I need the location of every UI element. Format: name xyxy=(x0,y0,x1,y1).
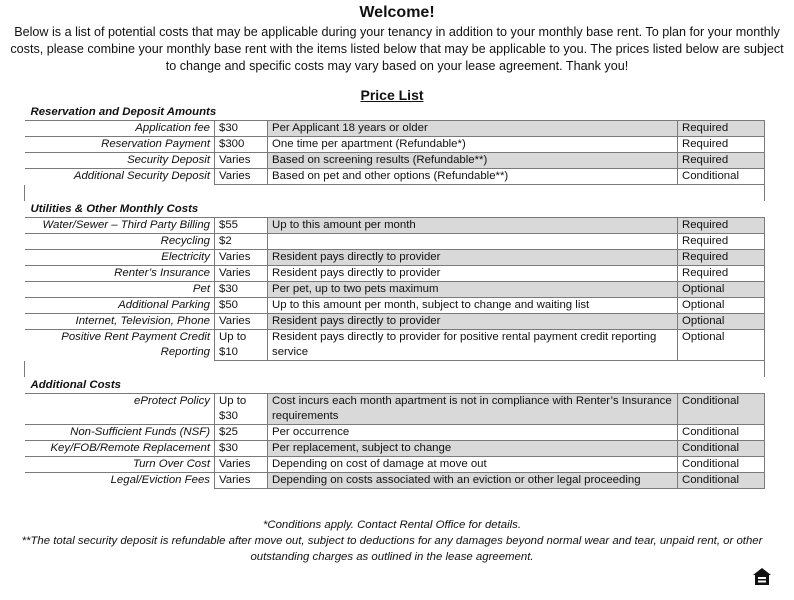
section-header xyxy=(25,377,765,394)
cost-price: $30 xyxy=(215,441,268,457)
cost-item-name: Additional Parking xyxy=(25,298,215,314)
cost-description: Per occurrence xyxy=(268,425,678,441)
cost-price: $300 xyxy=(215,137,268,153)
price-row xyxy=(25,121,765,137)
price-list-title: Price List xyxy=(360,87,424,103)
price-row xyxy=(25,425,765,441)
cost-price: $25 xyxy=(215,425,268,441)
price-row xyxy=(25,314,765,330)
cost-description: Depending on cost of damage at move out xyxy=(268,457,678,473)
cost-status: Conditional xyxy=(678,457,765,473)
cost-description: One time per apartment (Refundable*) xyxy=(268,137,678,153)
cost-description: Resident pays directly to provider xyxy=(268,266,678,282)
cost-item-name: Electricity xyxy=(25,250,215,266)
cost-status: Conditional xyxy=(678,473,765,489)
footnote-conditions: *Conditions apply. Contact Rental Office for details. xyxy=(262,519,522,531)
cost-price: Varies xyxy=(215,457,268,473)
cost-price: $50 xyxy=(215,298,268,314)
cost-description: Based on pet and other options (Refundable**) xyxy=(268,169,678,185)
price-row xyxy=(25,137,765,153)
price-row xyxy=(25,218,765,234)
cost-item-name: Reservation Payment xyxy=(25,137,215,153)
cost-price: $30 xyxy=(215,282,268,298)
cost-item-name: Additional Security Deposit xyxy=(25,169,215,185)
cost-status: Conditional xyxy=(678,169,765,185)
cost-item-name: Turn Over Cost xyxy=(25,457,215,473)
cost-item-name: Pet xyxy=(25,282,215,298)
price-row xyxy=(25,234,765,250)
cost-item-name: Renter’s Insurance xyxy=(25,266,215,282)
price-row xyxy=(25,169,765,185)
footnotes xyxy=(0,517,784,565)
cost-status: Conditional xyxy=(678,441,765,457)
cost-status: Required xyxy=(678,137,765,153)
cost-item-name: Application fee xyxy=(25,121,215,137)
cost-description: Resident pays directly to provider for positive rental payment credit reporting service xyxy=(268,330,678,361)
cost-status: Required xyxy=(678,250,765,266)
cost-item-name: Water/Sewer – Third Party Billing xyxy=(25,218,215,234)
price-row xyxy=(25,441,765,457)
cost-description: Up to this amount per month xyxy=(268,218,678,234)
cost-price: $55 xyxy=(215,218,268,234)
cost-status: Required xyxy=(678,218,765,234)
cost-description: Up to this amount per month, subject to change and waiting list xyxy=(268,298,678,314)
cost-status: Optional xyxy=(678,282,765,298)
cost-price: $2 xyxy=(215,234,268,250)
price-row xyxy=(25,457,765,473)
cost-item-name: Recycling xyxy=(25,234,215,250)
cost-price: Varies xyxy=(215,169,268,185)
cost-status: Required xyxy=(678,121,765,137)
intro-text: Below is a list of potential costs that may be applicable during your tenancy in addition to your monthly base rent. To plan for your monthly costs, please combine your monthly base rent with the items listed below that may be applicable to you. The prices listed below are subject to change and specific costs may vary based on your lease agreement. Thank you! xyxy=(10,25,784,73)
cost-description: Cost incurs each month apartment is not in compliance with Renter’s Insurance requirements xyxy=(268,394,678,425)
cost-status: Required xyxy=(678,266,765,282)
price-row xyxy=(25,394,765,425)
cost-status: Optional xyxy=(678,314,765,330)
cost-price: Varies xyxy=(215,153,268,169)
cost-price: $30 xyxy=(215,121,268,137)
cost-status: Required xyxy=(678,234,765,250)
price-table xyxy=(24,104,765,489)
cost-item-name: Internet, Television, Phone xyxy=(25,314,215,330)
price-row xyxy=(25,330,765,361)
cost-description: Per replacement, subject to change xyxy=(268,441,678,457)
cost-status: Conditional xyxy=(678,425,765,441)
cost-status: Optional xyxy=(678,298,765,314)
cost-item-name: eProtect Policy xyxy=(25,394,215,425)
section-title: Utilities & Other Monthly Costs xyxy=(30,203,199,215)
cost-description xyxy=(268,234,678,250)
price-row xyxy=(25,473,765,489)
footnote-security-deposit: **The total security deposit is refundable after move out, subject to deductions for any damages beyond normal wear and tear, unpaid rent, or other outstanding charges as outlined in the lease agreement. xyxy=(21,535,763,563)
page-title: Welcome! xyxy=(359,4,435,21)
cost-status: Required xyxy=(678,153,765,169)
price-row xyxy=(25,250,765,266)
cost-description: Per pet, up to two pets maximum xyxy=(268,282,678,298)
section-gap xyxy=(25,185,765,202)
cost-price: Varies xyxy=(215,314,268,330)
cost-item-name: Legal/Eviction Fees xyxy=(25,473,215,489)
price-row xyxy=(25,298,765,314)
cost-description: Depending on costs associated with an eviction or other legal proceeding xyxy=(268,473,678,489)
cost-price: Up to $10 xyxy=(215,330,268,361)
cost-description: Per Applicant 18 years or older xyxy=(268,121,678,137)
cost-status: Optional xyxy=(678,330,765,361)
section-header xyxy=(25,201,765,218)
section-title: Additional Costs xyxy=(30,379,121,391)
price-row xyxy=(25,266,765,282)
cost-status: Conditional xyxy=(678,394,765,425)
cost-description: Based on screening results (Refundable**) xyxy=(268,153,678,169)
price-row xyxy=(25,282,765,298)
cost-price: Up to $30 xyxy=(215,394,268,425)
cost-item-name: Key/FOB/Remote Replacement xyxy=(25,441,215,457)
price-row xyxy=(25,153,765,169)
cost-item-name: Positive Rent Payment Credit Reporting xyxy=(25,330,215,361)
cost-description: Resident pays directly to provider xyxy=(268,250,678,266)
section-title: Reservation and Deposit Amounts xyxy=(30,106,217,118)
cost-item-name: Non-Sufficient Funds (NSF) xyxy=(25,425,215,441)
cost-price: Varies xyxy=(215,473,268,489)
cost-price: Varies xyxy=(215,250,268,266)
cost-item-name: Security Deposit xyxy=(25,153,215,169)
section-header xyxy=(25,104,765,121)
equal-housing-opportunity-icon xyxy=(752,567,772,587)
section-gap xyxy=(25,361,765,378)
cost-description: Resident pays directly to provider xyxy=(268,314,678,330)
cost-price: Varies xyxy=(215,266,268,282)
